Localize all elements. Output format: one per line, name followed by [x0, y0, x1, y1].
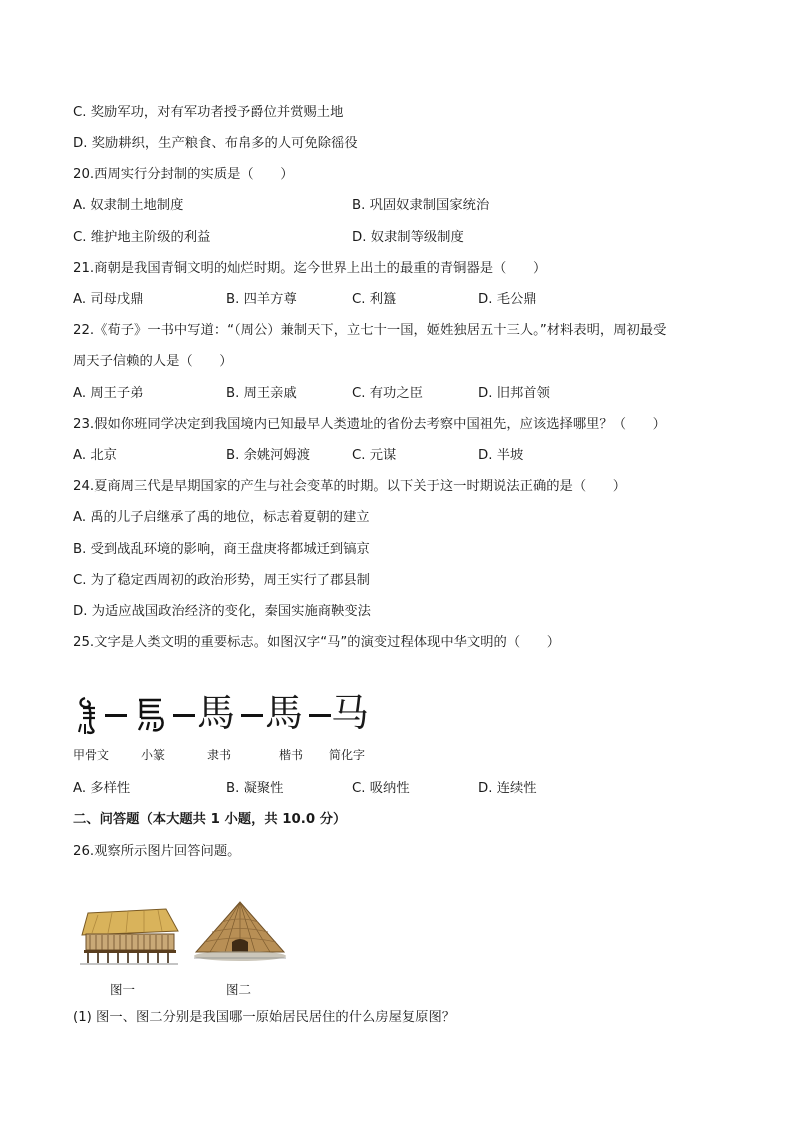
q25-option-d: D. 连续性 — [478, 781, 537, 796]
q25-option-b: B. 凝聚性 — [226, 781, 284, 796]
stilt-house-image — [78, 905, 180, 967]
arrow-dash — [241, 714, 263, 717]
q25-stem: 25.文字是人类文明的重要标志。如图汉字“马”的演变过程体现中华文明的（ ） — [73, 635, 561, 650]
q19-option-c: C. 奖励军功，对有军功者授予爵位并赏赐土地 — [73, 105, 344, 120]
q24-option-c: C. 为了稳定西周初的政治形势，周王实行了郡县制 — [73, 573, 370, 588]
q23-option-a: A. 北京 — [73, 448, 117, 463]
q22-stem-line1: 22.《荀子》一书中写道：“（周公）兼制天下，立七十一国，姬姓独居五十三人。”材料表明，周初最受 — [73, 323, 667, 338]
q24-option-d: D. 为适应战国政治经济的变化，秦国实施商鞅变法 — [73, 604, 371, 619]
q22-option-a: A. 周王子弟 — [73, 386, 144, 401]
label-oracle-bone: 甲骨文 — [73, 748, 110, 762]
q23-option-d: D. 半坡 — [478, 448, 524, 463]
q22-option-b: B. 周王亲戚 — [226, 386, 297, 401]
label-small-seal: 小篆 — [141, 748, 166, 762]
q26-subquestion-1: (1) 图一、图二分别是我国哪一原始居民居住的什么房屋复原图？ — [73, 1010, 456, 1025]
simplified-horse-glyph: 马 — [331, 691, 370, 735]
label-simplified: 简化字 — [329, 748, 366, 762]
thatched-hut-image — [190, 898, 290, 970]
label-regular: 楷书 — [279, 748, 304, 762]
label-clerical: 隶书 — [207, 748, 232, 762]
q20-option-b: B. 巩固奴隶制国家统治 — [352, 198, 490, 213]
q23-option-c: C. 元谋 — [352, 448, 397, 463]
q24-option-b: B. 受到战乱环境的影响，商王盘庚将都城迁到镐京 — [73, 542, 370, 557]
q22-option-c: C. 有功之臣 — [352, 386, 423, 401]
q20-option-c: C. 维护地主阶级的利益 — [73, 230, 211, 245]
q21-option-d: D. 毛公鼎 — [478, 292, 537, 307]
figure-2-caption: 图二 — [226, 982, 252, 997]
clerical-horse-glyph: 馬 — [197, 691, 236, 735]
figure-1-caption: 图一 — [110, 982, 136, 997]
character-evolution-figure — [73, 690, 373, 770]
q22-option-d: D. 旧邦首领 — [478, 386, 550, 401]
arrow-dash — [309, 714, 331, 717]
q23-stem: 23.假如你班同学决定到我国境内已知最早人类遗址的省份去考察中国祖先，应该选择哪里？（ ） — [73, 417, 666, 432]
small-seal-horse-glyph — [131, 694, 171, 736]
q20-option-a: A. 奴隶制土地制度 — [73, 198, 184, 213]
q21-option-c: C. 利簋 — [352, 292, 397, 307]
q20-stem: 20.西周实行分封制的实质是（ ） — [73, 167, 294, 182]
q19-option-d: D. 奖励耕织，生产粮食、布帛多的人可免除徭役 — [73, 136, 358, 151]
q25-option-a: A. 多样性 — [73, 781, 131, 796]
q21-stem: 21.商朝是我国青铜文明的灿烂时期。迄今世界上出土的最重的青铜器是（ ） — [73, 261, 547, 276]
q20-option-d: D. 奴隶制等级制度 — [352, 230, 464, 245]
section-heading: 二、问答题（本大题共 1 小题，共 10.0 分） — [73, 812, 347, 827]
q24-stem: 24.夏商周三代是早期国家的产生与社会变革的时期。以下关于这一时期说法正确的是（ ） — [73, 479, 627, 494]
q25-option-c: C. 吸纳性 — [352, 781, 410, 796]
oracle-bone-horse-glyph — [75, 694, 105, 736]
q21-option-b: B. 四羊方尊 — [226, 292, 297, 307]
q24-option-a: A. 禹的儿子启继承了禹的地位，标志着夏朝的建立 — [73, 510, 370, 525]
q26-stem: 26.观察所示图片回答问题。 — [73, 844, 241, 859]
regular-script-horse-glyph: 馬 — [265, 691, 304, 735]
q21-option-a: A. 司母戊鼎 — [73, 292, 144, 307]
q22-stem-line2: 周天子信赖的人是（ ） — [73, 354, 233, 369]
q23-option-b: B. 余姚河姆渡 — [226, 448, 311, 463]
arrow-dash — [173, 714, 195, 717]
arrow-dash — [105, 714, 127, 717]
